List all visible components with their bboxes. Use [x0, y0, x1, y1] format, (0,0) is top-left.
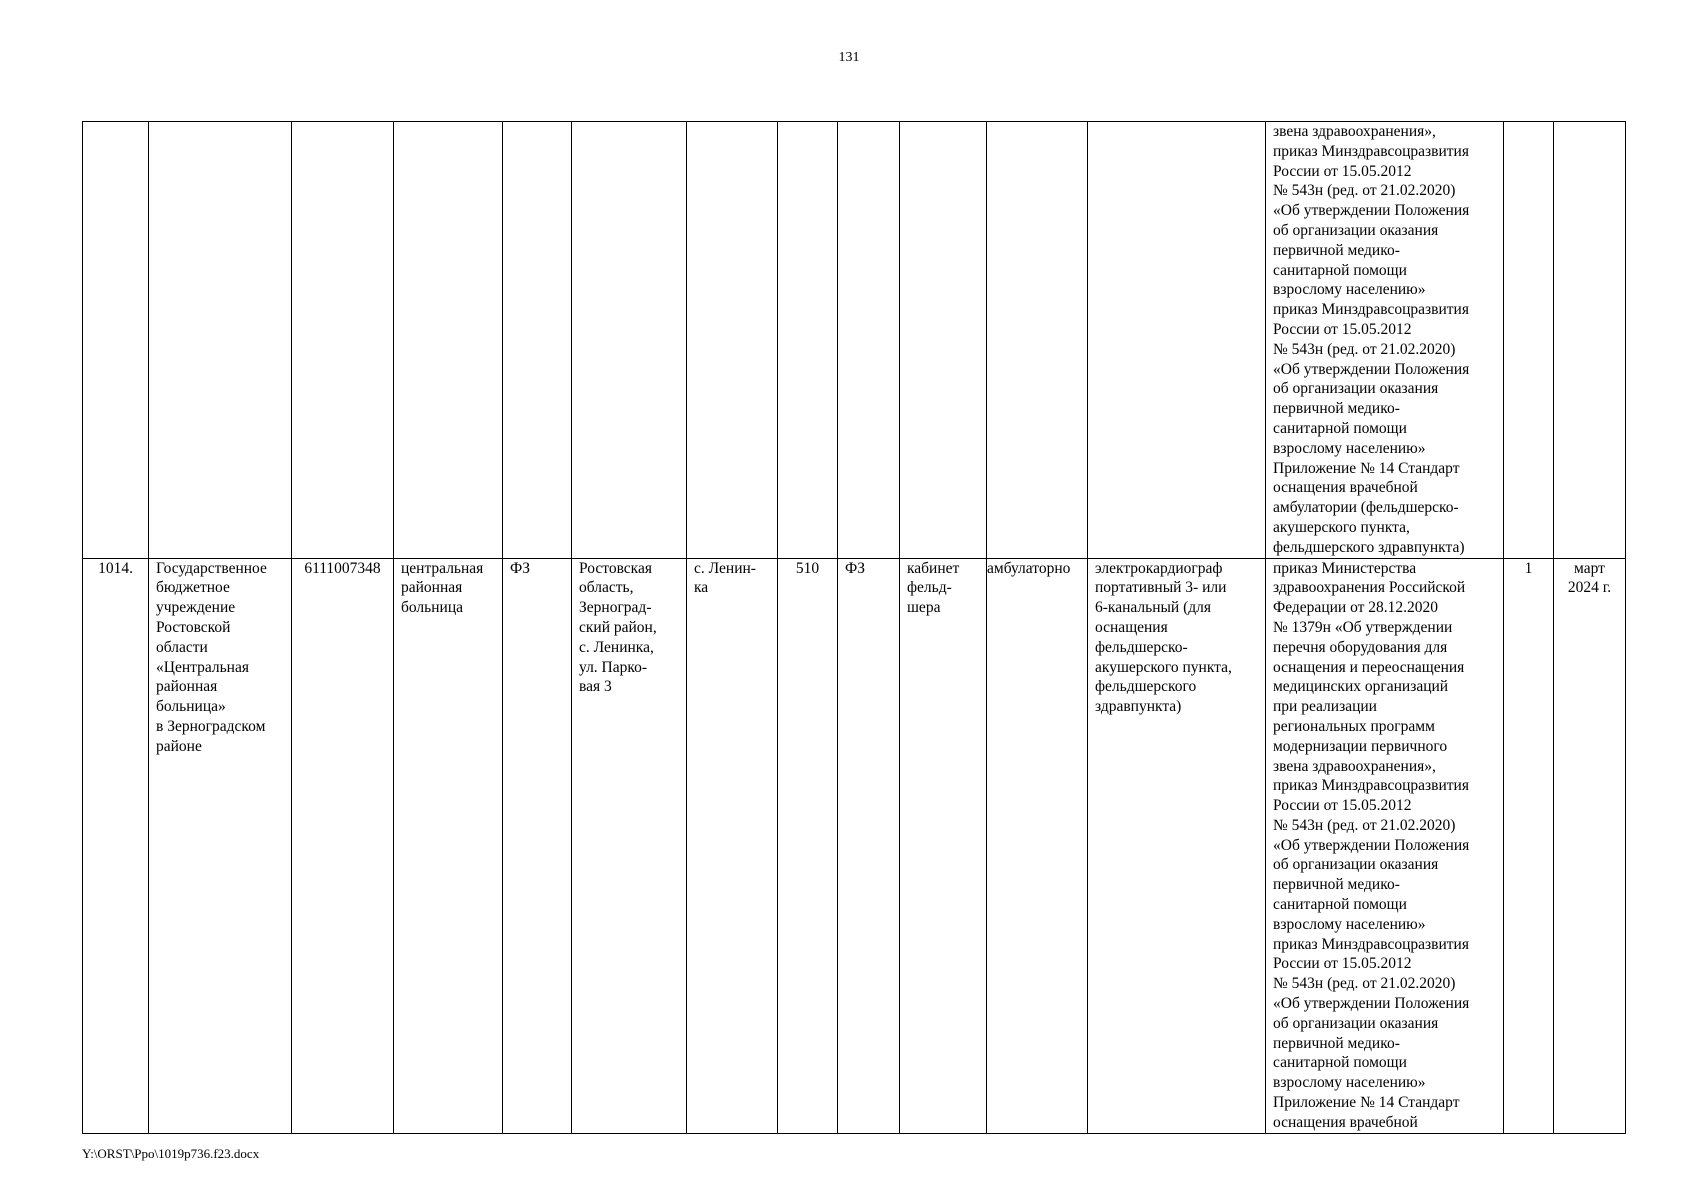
cell-institution-type — [394, 122, 503, 559]
cell-text-line: санитарной помощи — [1273, 1054, 1407, 1072]
table-row-continuation — [83, 122, 1626, 559]
cell-text-line: Федерации от 28.12.2020 — [1273, 599, 1439, 617]
table-row-1014 — [83, 558, 1626, 1133]
cell-text-line: Зерноград- — [579, 599, 652, 617]
cell-text-line: шера — [907, 599, 941, 617]
cell-quantity: 1 — [1504, 558, 1554, 1133]
cell-text-line: «Центральная — [156, 658, 249, 676]
cell-text-line: санитарной помощи — [1273, 419, 1407, 437]
cell-text-line: фельдшерского — [1095, 678, 1197, 696]
cell-text-line: приказ Минздравсоцразвития — [1273, 777, 1469, 795]
cell-text-line: «Об утверждении Положения — [1273, 995, 1470, 1013]
cell-text-line: ский район, — [579, 618, 657, 636]
cell-text-line: больница» — [156, 698, 226, 716]
cell-text-line: приказ Министерства — [1273, 559, 1417, 577]
cell-text-line: районная — [156, 678, 218, 696]
cell-unit-type — [838, 122, 900, 559]
cell-equipment — [1088, 558, 1266, 1133]
cell-text-line: «Об утверждении Положения — [1273, 836, 1470, 854]
cell-text-line: оснащения врачебной — [1273, 1113, 1418, 1131]
cell-room — [900, 122, 987, 559]
cell-text-line: кабинет — [907, 559, 960, 577]
equipment-table — [82, 121, 1626, 1134]
cell-text-line: «Об утверждении Положения — [1273, 202, 1470, 220]
cell-text-line: портативный 3- или — [1095, 579, 1227, 597]
cell-text-line: об организации оказания — [1273, 1014, 1439, 1032]
cell-institution — [149, 558, 292, 1133]
cell-quantity — [1504, 122, 1554, 559]
cell-text-line: 6-канальный (для — [1095, 599, 1211, 617]
cell-text-line: об организации оказания — [1273, 856, 1439, 874]
cell-text-line: № 543н (ред. от 21.02.2020) — [1273, 182, 1456, 200]
cell-text-line: бюджетное — [156, 579, 230, 597]
cell-equipment — [1088, 122, 1266, 559]
cell-text-line: фельдшерско- — [1095, 638, 1188, 656]
cell-text-line: первичной медико- — [1273, 876, 1400, 894]
cell-text-line: взрослому населению» — [1273, 915, 1426, 933]
cell-number — [83, 122, 149, 559]
cell-text-line: санитарной помощи — [1273, 261, 1407, 279]
cell-text-line: центральная — [401, 559, 484, 577]
cell-text-line: Приложение № 14 Стандарт — [1273, 459, 1460, 477]
cell-text-line: России от 15.05.2012 — [1273, 320, 1412, 338]
cell-text-line: оснащения — [1095, 618, 1168, 636]
cell-text-line: звена здравоохранения», — [1273, 757, 1436, 775]
cell-basis — [1266, 558, 1504, 1133]
cell-text-line: оснащения и переоснащения — [1273, 658, 1465, 676]
cell-address — [572, 122, 687, 559]
cell-text-line: России от 15.05.2012 — [1273, 162, 1412, 180]
cell-text-line: санитарной помощи — [1273, 896, 1407, 914]
cell-text-line: фельдшерского здравпункта) — [1273, 538, 1465, 556]
cell-text-line: области — [156, 638, 208, 656]
cell-text-line: приказ Минздравсоцразвития — [1273, 142, 1469, 160]
cell-population: 510 — [778, 558, 838, 1133]
cell-text-line: взрослому населению» — [1273, 281, 1426, 299]
cell-text-line: область, — [579, 579, 634, 597]
cell-text-line: с. Ленинка, — [579, 638, 654, 656]
cell-text-line: вая 3 — [579, 678, 612, 696]
cell-text-line: оснащения врачебной — [1273, 479, 1418, 497]
cell-basis — [1266, 122, 1504, 559]
cell-text-line: в Зерноградском — [156, 717, 266, 735]
cell-text-line: «Об утверждении Положения — [1273, 360, 1470, 378]
cell-text-line: № 1379н «Об утверждении — [1273, 618, 1453, 636]
cell-text-line: приказ Минздравсоцразвития — [1273, 301, 1469, 319]
cell-text-line: региональных программ — [1273, 717, 1435, 735]
cell-text-line: № 543н (ред. от 21.02.2020) — [1273, 816, 1456, 834]
cell-text-line: больница — [401, 599, 463, 617]
cell-text-line: № 543н (ред. от 21.02.2020) — [1273, 975, 1456, 993]
cell-text-line: России от 15.05.2012 — [1273, 955, 1412, 973]
cell-text-line: первичной медико- — [1273, 400, 1400, 418]
cell-text-line: районная — [401, 579, 463, 597]
cell-inn — [292, 122, 394, 559]
cell-deadline — [1554, 558, 1626, 1133]
cell-text-line: электрокардиограф — [1095, 559, 1223, 577]
cell-locality — [687, 122, 778, 559]
cell-text-line: Ростовской — [156, 618, 231, 636]
cell-number: 1014. — [83, 558, 149, 1133]
cell-text-line: Ростовская — [579, 559, 652, 577]
footer-file-path: Y:\ORST\Ppo\1019p736.f23.docx — [82, 1146, 260, 1161]
cell-text-line: звена здравоохранения», — [1273, 123, 1436, 140]
cell-text-line: приказ Минздравсоцразвития — [1273, 935, 1469, 953]
cell-text-line: медицинских организаций — [1273, 678, 1449, 696]
cell-institution-type — [394, 558, 503, 1133]
cell-room — [900, 558, 987, 1133]
cell-text-line: Приложение № 14 Стандарт — [1273, 1094, 1460, 1112]
cell-deadline — [1554, 122, 1626, 559]
page-number: 131 — [838, 50, 860, 65]
cell-text-line: перечня оборудования для — [1273, 638, 1448, 656]
cell-text-line: первичной медико- — [1273, 1034, 1400, 1052]
cell-text-line: ка — [694, 579, 709, 597]
cell-text-line: март — [1574, 559, 1605, 577]
cell-inn: 6111007348 — [292, 558, 394, 1133]
cell-source — [503, 122, 572, 559]
cell-text-line: акушерского пункта, — [1095, 658, 1232, 676]
cell-source: ФЗ — [503, 558, 572, 1133]
cell-text-line: здравпункта) — [1095, 698, 1182, 716]
cell-address — [572, 558, 687, 1133]
cell-text-line: первичной медико- — [1273, 241, 1400, 259]
cell-text-line: с. Ленин- — [694, 559, 756, 577]
cell-text-line: об организации оказания — [1273, 380, 1439, 398]
cell-text-line: Государственное — [156, 559, 267, 577]
cell-locality — [687, 558, 778, 1133]
cell-text-line: России от 15.05.2012 — [1273, 797, 1412, 815]
cell-text-line: акушерского пункта, — [1273, 518, 1410, 536]
cell-text-line: при реализации — [1273, 698, 1377, 716]
cell-text-line: модернизации первичного — [1273, 737, 1448, 755]
cell-unit-type: ФЗ — [838, 558, 900, 1133]
cell-text-line: об организации оказания — [1273, 221, 1439, 239]
cell-care-type — [987, 122, 1088, 559]
cell-text-line: ул. Парко- — [579, 658, 648, 676]
cell-text-line: учреждение — [156, 599, 236, 617]
cell-text-line: взрослому населению» — [1273, 1074, 1426, 1092]
cell-text-line: здравоохранения Российской — [1273, 579, 1466, 597]
cell-text-line: фельд- — [907, 579, 952, 597]
cell-text-line: районе — [156, 737, 202, 755]
cell-care-type: амбулаторно — [987, 558, 1088, 1133]
cell-text-line: № 543н (ред. от 21.02.2020) — [1273, 340, 1456, 358]
cell-text-line: взрослому населению» — [1273, 439, 1426, 457]
cell-institution — [149, 122, 292, 559]
cell-population — [778, 122, 838, 559]
cell-text-line: 2024 г. — [1567, 579, 1612, 597]
cell-text-line: амбулатории (фельдшерско- — [1273, 499, 1459, 517]
